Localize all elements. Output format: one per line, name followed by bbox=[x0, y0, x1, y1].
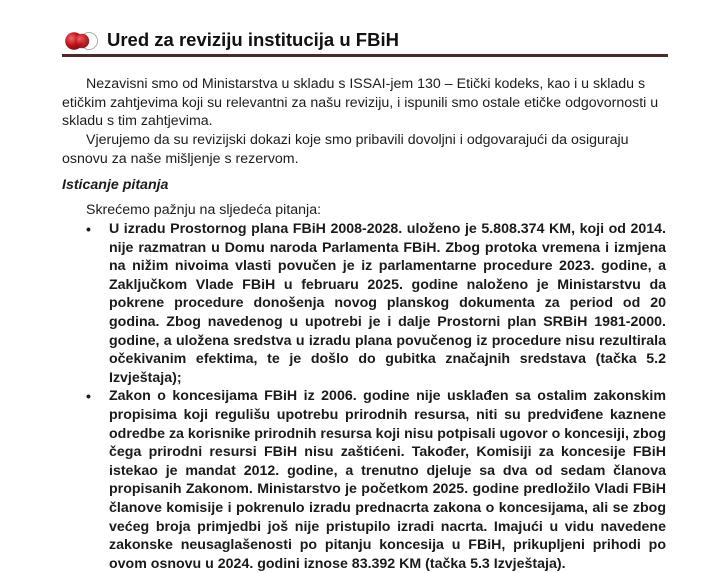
evidence-paragraph bbox=[62, 131, 666, 168]
section-lead: Skrećemo pažnju na sljedeća pitanja: bbox=[86, 202, 322, 218]
section-heading: Isticanje pitanja bbox=[62, 177, 169, 193]
paragraph-text: Nezavisni smo od Ministarstva u skladu s ISSAI-jem 130 – Etički kodeks, kao i u skladu s etičkim zahtjevima koji su relevantni za našu reviziju, i ispunili smo ostale etičke odgovornosti u skladu s tim zahtjevima. bbox=[62, 76, 659, 129]
paragraph-text: Vjerujemo da su revizijski dokazi koje smo pribavili dovoljni i odgovarajući da osiguraju osnovu za naše mišljenje s rezervom. bbox=[62, 132, 629, 167]
document-header bbox=[62, 28, 668, 58]
header-divider bbox=[62, 54, 668, 57]
list-item-text: Zakon o koncesijama FBiH iz 2006. godine nije usklađen sa ostalim zakonskim propisima koji regulišu upotrebu prirodnih resursa, niti su predviđene kaznene odredbe za korisnike prirodnih resursa koji nisu potpisali ugovor o koncesiji, zbog čega prirodni resursi FBiH nisu zaštićeni. Također, Komisiji za koncesije FBiH istekao je mandat 2012. godine, a trenutno djeluje sa dva od sedam članova propisanih Zakonom. Ministarstvo je početkom 2025. godine predložilo Vladi FBiH članove komisije i pokrenulo izradu prednacrta zakona o koncesijama, ali se zbog većeg broja primjedbi još nije pristupilo izradi nacrta. Imajući u vidu navedene zakonske neusaglašenosti po pitanju koncesija u FBiH, prikupljeni prihodi po ovom osnovu u 2024. godini iznose 83.392 KM (tačka 5.3 Izvještaja). bbox=[109, 388, 666, 572]
bullet-icon: • bbox=[86, 388, 91, 405]
page-title: Ured za reviziju institucija u FBiH bbox=[107, 29, 399, 50]
issues-list bbox=[84, 220, 666, 573]
independence-paragraph bbox=[62, 75, 666, 131]
list-item bbox=[84, 387, 666, 573]
list-item bbox=[84, 220, 666, 387]
bullet-icon: • bbox=[86, 221, 91, 237]
two-circles-logo-icon bbox=[64, 31, 100, 51]
list-item-text: U izradu Prostornog plana FBiH 2008-2028. uloženo je 5.808.374 KM, koji od 2014. nije razmatran u Domu naroda Parlamenta FBiH. Zbog protoka vremena i izmjena na nižim nivoima vlasti povučen je iz parlamentarne procedure 2023. godine, a Zaključkom Vlade FBiH u februaru 2025. godine naloženo je Ministarstvu da pokrene procedure donošenja novog planskog dokumenta za period od 20 godina. Zbog navedenog u upotrebi je i dalje Prostorni plan SRBiH 1981-2000. godine, a uložena sredstva u izradu plana povučenog iz procedure nisu rezultirala očekivanim efektima, te je došlo do gubitka značajnih sredstava (tačka 5.2 Izvještaja); bbox=[109, 221, 666, 386]
